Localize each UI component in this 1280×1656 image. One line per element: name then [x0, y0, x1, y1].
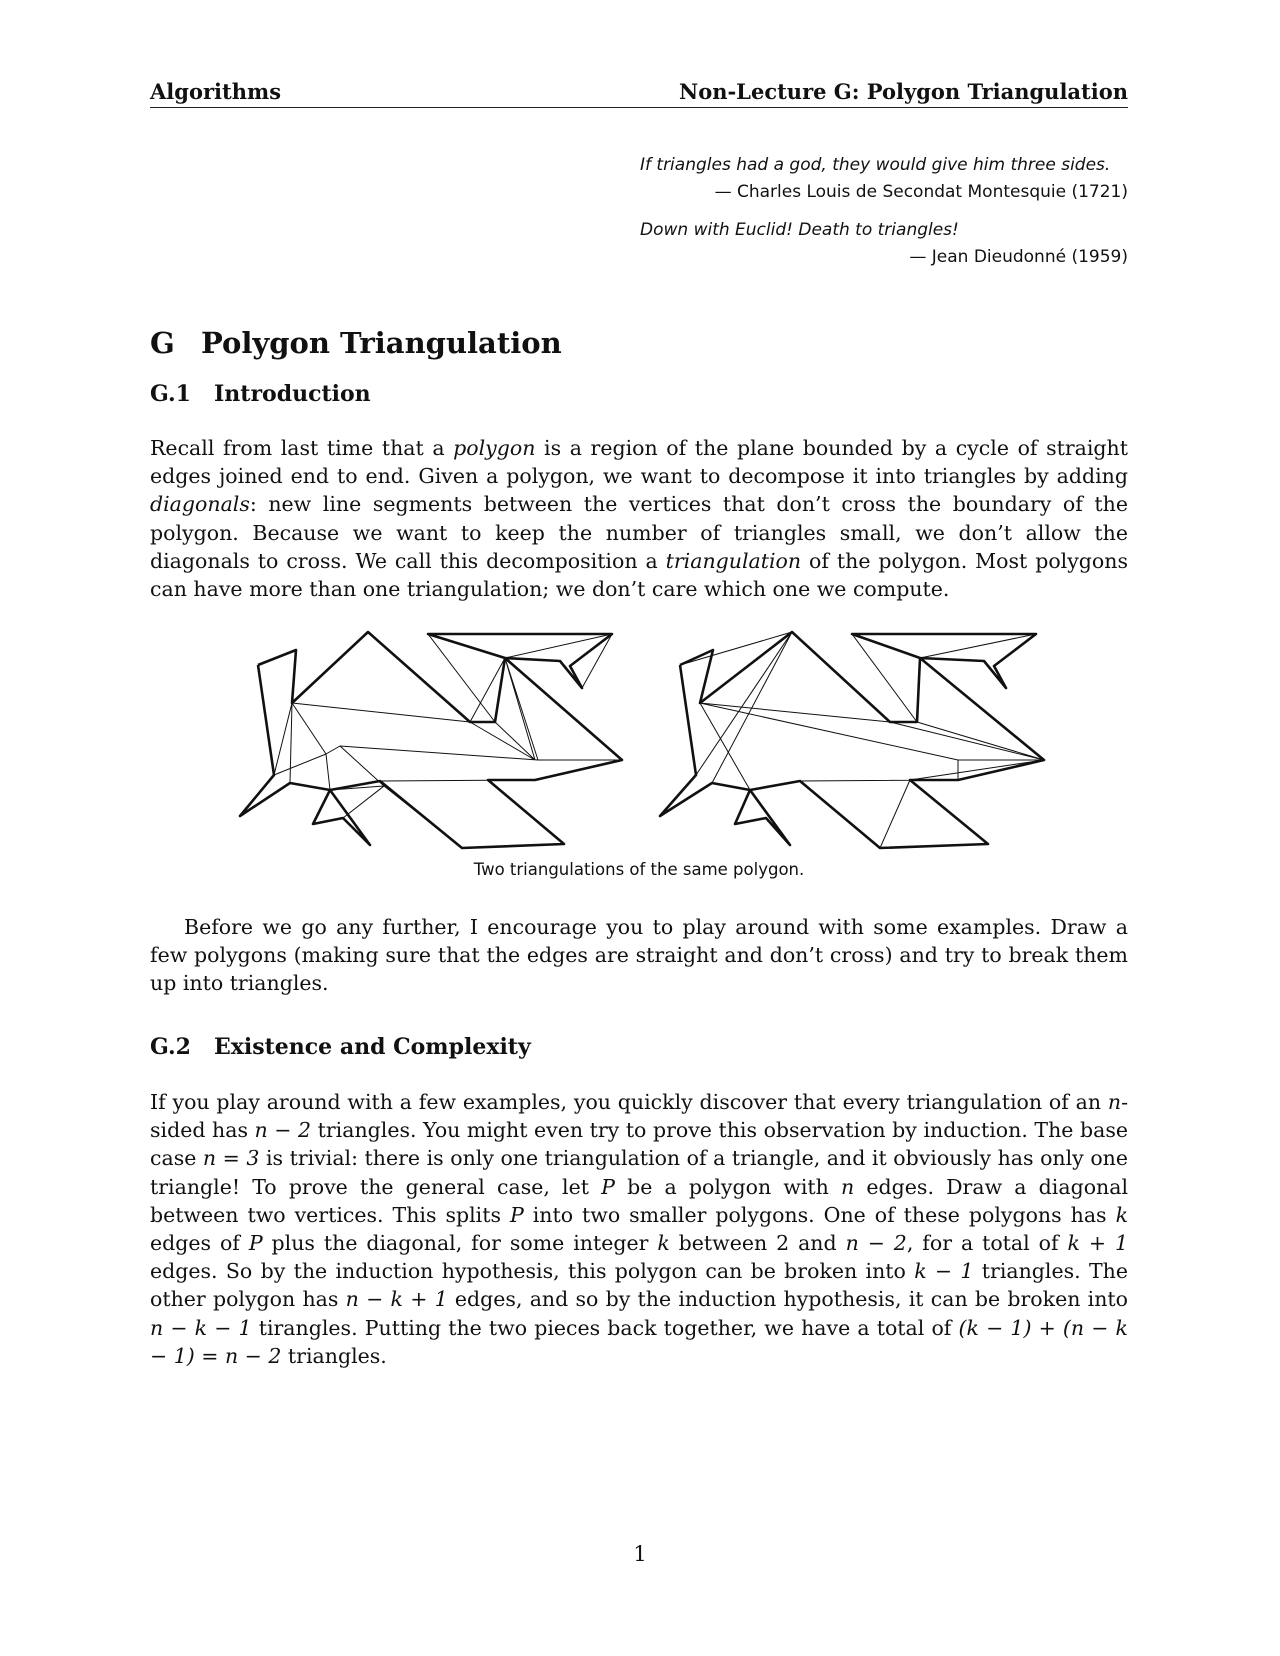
epigraphs [640, 152, 1128, 282]
text-run: plus the diagonal, for some integer [262, 1231, 658, 1256]
emphasis-polygon: polygon [453, 436, 536, 460]
section-number: G.1 [150, 381, 191, 407]
text-run: is trivial: there is only one triangulation of a triangle, and it obviously has only one triangle! To prove the general case, let [150, 1146, 1128, 1199]
text-run: edges, and so by the induction hypothesis, it can be broken into [447, 1287, 1128, 1312]
math: n − k − 1 [150, 1315, 252, 1340]
chapter-title [150, 326, 562, 360]
section-heading-introduction [150, 381, 371, 407]
epigraph-quote: If triangles had a god, they would give him three sides. [640, 155, 1111, 175]
math: n − 2 [254, 1118, 312, 1143]
text-run: between 2 and [669, 1231, 846, 1256]
text-run: edges of [150, 1231, 249, 1256]
text-run: edges. Draw a diagonal between two vertices. This splits [150, 1174, 1129, 1227]
section-heading-existence [150, 1034, 531, 1060]
epigraph [640, 217, 1128, 271]
math: n [1107, 1090, 1122, 1114]
text-run: triangles. The other polygon has [150, 1259, 1128, 1312]
math: P [601, 1174, 615, 1199]
math: P [248, 1231, 263, 1256]
section-number: G.2 [150, 1034, 191, 1060]
text-run: be a polygon with [614, 1174, 842, 1199]
text-run: , for a total of [906, 1231, 1068, 1256]
epigraph-quote: Down with Euclid! Death to triangles! [640, 220, 959, 240]
proof-paragraph [150, 1088, 1128, 1370]
header-left: Algorithms [150, 79, 282, 104]
chapter-name: Polygon Triangulation [201, 326, 562, 360]
diagonals [274, 632, 622, 848]
text-run: is a region of the plane bounded by a cycle of straight edges joined end to end. Given a polygon, we want to decompose it into triangles by adding [150, 436, 1128, 489]
page-number: 1 [633, 1542, 647, 1566]
emphasis-triangulation: triangulation [665, 548, 802, 573]
running-header [150, 76, 1128, 108]
text-run: If you play around with a few examples, you quickly discover that every triangulation of an [150, 1090, 1108, 1114]
emphasis-diagonals: diagonals [150, 492, 250, 517]
math: n = 3 [202, 1146, 260, 1171]
text-run: of the polygon. Most polygons can have more than one triangulation; we don’t care which one we compute. [150, 548, 1128, 602]
section-title: Introduction [214, 381, 371, 407]
math: k [657, 1231, 670, 1256]
intro-paragraph [150, 434, 1128, 603]
text-run: triangles. You might even try to prove this observation by induction. The base case [150, 1118, 1128, 1171]
figure-caption: Two triangulations of the same polygon. [473, 860, 805, 879]
text-run: tirangles. Putting the two pieces back together, we have a total of [251, 1315, 959, 1340]
polygon-outline [660, 632, 1044, 848]
epigraph-author: — Charles Louis de Secondat Montesquie (1721) [714, 182, 1128, 202]
math: k − 1 [914, 1259, 974, 1284]
text-run: Recall from last time that a [150, 436, 454, 460]
math: n [841, 1174, 855, 1199]
text-run: -sided has [150, 1090, 1128, 1143]
text-run: into two smaller polygons. One of these polygons has [523, 1202, 1116, 1227]
epigraph [640, 152, 1128, 206]
math: k [1115, 1202, 1128, 1227]
math: (k − 1) + (n − k − 1) = n − 2 [150, 1315, 1128, 1368]
math: k + 1 [1067, 1231, 1128, 1256]
math: n − 2 [845, 1231, 907, 1256]
text-run: : new line segments between the vertices that don’t cross the boundary of the polygon. Because we want to keep the number of triangles small, we don’t allow the diagonals to cross. We call this decomposition a [150, 492, 1128, 573]
section-title: Existence and Complexity [214, 1034, 531, 1060]
math: P [509, 1202, 524, 1227]
text-run: triangles. [281, 1343, 387, 1368]
triangulation-figure [150, 620, 1128, 882]
math: n − k + 1 [345, 1287, 448, 1312]
encourage-paragraph: Before we go any further, I encourage you to play around with some examples. Draw a few polygons (making sure that the edges are straight and don’t cross) and try to break them up into triangles. [150, 915, 1128, 996]
polygon-outline [240, 632, 622, 848]
diagonals [680, 632, 1044, 848]
text-run: edges. So by the induction hypothesis, this polygon can be broken into [150, 1259, 915, 1284]
chapter-number: G [150, 326, 175, 360]
header-right: Non-Lecture G: Polygon Triangulation [679, 79, 1128, 104]
triangulation-drawing [150, 620, 1128, 860]
epigraph-author: — Jean Dieudonné (1959) [909, 247, 1128, 267]
